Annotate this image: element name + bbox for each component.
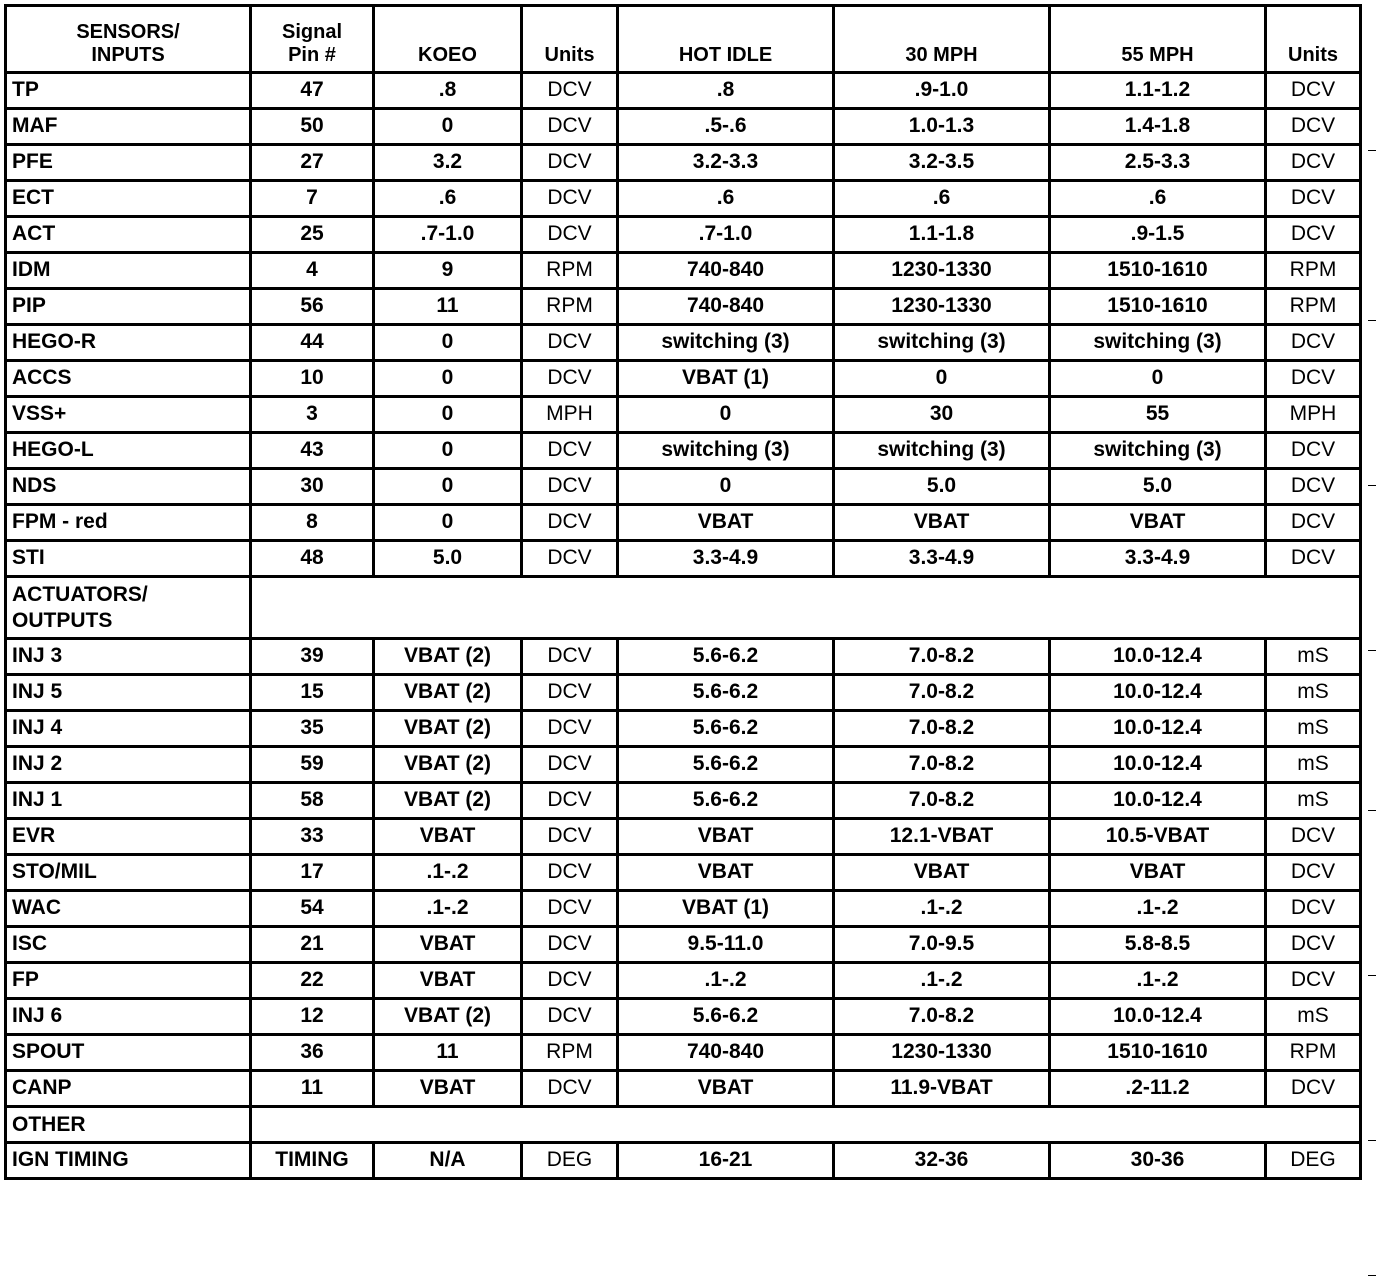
signal-pin: 25 (251, 217, 374, 253)
koeo-value: 11 (374, 1035, 522, 1071)
header-label-line: Units (1288, 44, 1338, 66)
speed-units: mS (1266, 675, 1361, 711)
col-header-55-mph (1050, 6, 1266, 73)
signal-pin: 3 (251, 397, 374, 433)
speed-units: DCV (1266, 145, 1361, 181)
signal-pin: 21 (251, 927, 374, 963)
signal-name: STO/MIL (6, 855, 251, 891)
col-header-sensors-inputs (6, 6, 251, 73)
header-label-line: INPUTS (91, 44, 165, 66)
signal-pin: 15 (251, 675, 374, 711)
actuator-row (6, 711, 1361, 747)
signal-pin: 30 (251, 469, 374, 505)
mph30-value: 5.0 (834, 469, 1050, 505)
hot-idle-value: .8 (618, 73, 834, 109)
koeo-value: VBAT (2) (374, 999, 522, 1035)
speed-units: RPM (1266, 1035, 1361, 1071)
signal-name: INJ 1 (6, 783, 251, 819)
signal-pin: 10 (251, 361, 374, 397)
actuator-row (6, 819, 1361, 855)
margin-tick (1368, 1275, 1376, 1276)
speed-units: RPM (1266, 289, 1361, 325)
koeo-units: DCV (522, 855, 618, 891)
actuators-section-label (6, 577, 251, 639)
speed-units: mS (1266, 747, 1361, 783)
sensor-row (6, 73, 1361, 109)
signal-name: INJ 6 (6, 999, 251, 1035)
koeo-units: DCV (522, 747, 618, 783)
koeo-units: DCV (522, 217, 618, 253)
signal-name: ECT (6, 181, 251, 217)
koeo-value: 0 (374, 361, 522, 397)
sensor-row (6, 505, 1361, 541)
mph30-value: 1230-1330 (834, 289, 1050, 325)
sensor-row (6, 325, 1361, 361)
actuator-row (6, 675, 1361, 711)
mph55-value: 10.0-12.4 (1050, 711, 1266, 747)
signal-pin: 48 (251, 541, 374, 577)
header-label-line: HOT IDLE (678, 44, 773, 66)
koeo-units: DCV (522, 675, 618, 711)
margin-tick (1368, 320, 1376, 321)
mph30-value: 30 (834, 397, 1050, 433)
mph30-value: switching (3) (834, 325, 1050, 361)
signal-pin: 56 (251, 289, 374, 325)
koeo-units: DCV (522, 783, 618, 819)
actuator-row (6, 1071, 1361, 1107)
koeo-units: DCV (522, 1071, 618, 1107)
speed-units: mS (1266, 639, 1361, 675)
koeo-units: DCV (522, 361, 618, 397)
speed-units: DCV (1266, 505, 1361, 541)
signal-pin: 11 (251, 1071, 374, 1107)
koeo-value: VBAT (374, 963, 522, 999)
sensor-row (6, 145, 1361, 181)
other-section-label (6, 1107, 251, 1143)
header-label-line: 30 MPH (905, 44, 978, 66)
speed-units: DCV (1266, 855, 1361, 891)
signal-pin: 4 (251, 253, 374, 289)
actuator-row (6, 747, 1361, 783)
signal-name: TP (6, 73, 251, 109)
signal-pin: 7 (251, 181, 374, 217)
mph55-value: 30-36 (1050, 1143, 1266, 1179)
signal-pin: 50 (251, 109, 374, 145)
section-label-line: OTHER (12, 1112, 86, 1136)
hot-idle-value: 740-840 (618, 1035, 834, 1071)
koeo-units: DCV (522, 109, 618, 145)
header-label-line: Pin # (288, 44, 336, 66)
signal-name: IDM (6, 253, 251, 289)
mph55-value: 1.1-1.2 (1050, 73, 1266, 109)
hot-idle-value: VBAT (1) (618, 891, 834, 927)
mph30-value: 7.0-8.2 (834, 747, 1050, 783)
koeo-units: DCV (522, 819, 618, 855)
mph30-value: 12.1-VBAT (834, 819, 1050, 855)
signal-name: SPOUT (6, 1035, 251, 1071)
sensor-row (6, 433, 1361, 469)
mph55-value: VBAT (1050, 855, 1266, 891)
speed-units: DCV (1266, 73, 1361, 109)
speed-units: DCV (1266, 541, 1361, 577)
signal-pin: 58 (251, 783, 374, 819)
koeo-units: DCV (522, 927, 618, 963)
mph30-value: VBAT (834, 505, 1050, 541)
koeo-units: DCV (522, 963, 618, 999)
speed-units: MPH (1266, 397, 1361, 433)
sensor-row (6, 181, 1361, 217)
mph55-value: 10.0-12.4 (1050, 747, 1266, 783)
mph30-value: 7.0-8.2 (834, 999, 1050, 1035)
koeo-units: DCV (522, 711, 618, 747)
sensor-row (6, 109, 1361, 145)
sensor-row (6, 469, 1361, 505)
sensor-row (6, 541, 1361, 577)
header-label-line: 55 MPH (1121, 44, 1194, 66)
mph55-value: 10.0-12.4 (1050, 639, 1266, 675)
koeo-value: .6 (374, 181, 522, 217)
koeo-value: 11 (374, 289, 522, 325)
hot-idle-value: 9.5-11.0 (618, 927, 834, 963)
koeo-value: 0 (374, 505, 522, 541)
signal-name: ACT (6, 217, 251, 253)
sensor-row (6, 217, 1361, 253)
signal-name: FP (6, 963, 251, 999)
margin-tick (1368, 485, 1376, 486)
hot-idle-value: 5.6-6.2 (618, 747, 834, 783)
hot-idle-value: .6 (618, 181, 834, 217)
mph55-value: switching (3) (1050, 433, 1266, 469)
margin-tick (1368, 975, 1376, 976)
header-label-line: Signal (281, 21, 342, 43)
mph30-value: 7.0-8.2 (834, 783, 1050, 819)
speed-units: DCV (1266, 469, 1361, 505)
koeo-value: VBAT (374, 1071, 522, 1107)
mph30-value: 7.0-8.2 (834, 675, 1050, 711)
sensor-row (6, 253, 1361, 289)
mph30-value: switching (3) (834, 433, 1050, 469)
mph55-value: 5.0 (1050, 469, 1266, 505)
other-section-blank (251, 1107, 1361, 1143)
signal-name: INJ 2 (6, 747, 251, 783)
mph55-value: 10.0-12.4 (1050, 999, 1266, 1035)
signal-pin: 39 (251, 639, 374, 675)
speed-units: DCV (1266, 361, 1361, 397)
speed-units: mS (1266, 783, 1361, 819)
mph30-value: 11.9-VBAT (834, 1071, 1050, 1107)
mph55-value: 1.4-1.8 (1050, 109, 1266, 145)
signal-name: CANP (6, 1071, 251, 1107)
mph30-value: 1.0-1.3 (834, 109, 1050, 145)
col-header-signal-pin (251, 6, 374, 73)
koeo-units: DCV (522, 541, 618, 577)
mph30-value: 3.2-3.5 (834, 145, 1050, 181)
hot-idle-value: 740-840 (618, 289, 834, 325)
koeo-value: N/A (374, 1143, 522, 1179)
signal-name: ACCS (6, 361, 251, 397)
koeo-value: 0 (374, 469, 522, 505)
koeo-units: DCV (522, 639, 618, 675)
actuators-section-row (6, 577, 1361, 639)
actuator-row (6, 783, 1361, 819)
koeo-units: DEG (522, 1143, 618, 1179)
mph55-value: 1510-1610 (1050, 289, 1266, 325)
hot-idle-value: 0 (618, 397, 834, 433)
speed-units: DCV (1266, 963, 1361, 999)
margin-tick (1368, 1140, 1376, 1141)
signal-name: INJ 4 (6, 711, 251, 747)
signal-name: STI (6, 541, 251, 577)
hot-idle-value: .5-.6 (618, 109, 834, 145)
koeo-value: VBAT (2) (374, 639, 522, 675)
mph55-value: 10.0-12.4 (1050, 675, 1266, 711)
actuator-row (6, 927, 1361, 963)
col-header-units (522, 6, 618, 73)
actuators-section-blank (251, 577, 1361, 639)
speed-units: RPM (1266, 253, 1361, 289)
actuator-row (6, 963, 1361, 999)
mph55-value: 3.3-4.9 (1050, 541, 1266, 577)
mph30-value: 1230-1330 (834, 253, 1050, 289)
koeo-value: VBAT (2) (374, 747, 522, 783)
speed-units: DCV (1266, 891, 1361, 927)
hot-idle-value: 16-21 (618, 1143, 834, 1179)
mph55-value: 1510-1610 (1050, 1035, 1266, 1071)
mph30-value: 0 (834, 361, 1050, 397)
signal-pin: 54 (251, 891, 374, 927)
signal-name: MAF (6, 109, 251, 145)
other-row (6, 1143, 1361, 1179)
signal-name: FPM - red (6, 505, 251, 541)
margin-tick (1368, 810, 1376, 811)
mph55-value: .2-11.2 (1050, 1071, 1266, 1107)
signal-name: INJ 3 (6, 639, 251, 675)
hot-idle-value: 5.6-6.2 (618, 999, 834, 1035)
mph30-value: 3.3-4.9 (834, 541, 1050, 577)
koeo-value: VBAT (2) (374, 675, 522, 711)
koeo-units: DCV (522, 505, 618, 541)
section-label-line: ACTUATORS/ (12, 583, 148, 607)
signal-pin: 8 (251, 505, 374, 541)
actuator-row (6, 999, 1361, 1035)
hot-idle-value: 740-840 (618, 253, 834, 289)
signal-name: NDS (6, 469, 251, 505)
mph55-value: .9-1.5 (1050, 217, 1266, 253)
mph55-value: 55 (1050, 397, 1266, 433)
hot-idle-value: 5.6-6.2 (618, 711, 834, 747)
signal-pin: 22 (251, 963, 374, 999)
actuator-row (6, 639, 1361, 675)
signal-name: HEGO-R (6, 325, 251, 361)
signal-pin: 35 (251, 711, 374, 747)
mph30-value: VBAT (834, 855, 1050, 891)
mph55-value: 10.0-12.4 (1050, 783, 1266, 819)
hot-idle-value: 5.6-6.2 (618, 675, 834, 711)
koeo-value: 5.0 (374, 541, 522, 577)
speed-units: DCV (1266, 109, 1361, 145)
mph30-value: 7.0-8.2 (834, 711, 1050, 747)
koeo-value: VBAT (2) (374, 711, 522, 747)
speed-units: DEG (1266, 1143, 1361, 1179)
speed-units: DCV (1266, 927, 1361, 963)
col-header-koeo (374, 6, 522, 73)
mph55-value: 10.5-VBAT (1050, 819, 1266, 855)
actuator-row (6, 1035, 1361, 1071)
signal-name: HEGO-L (6, 433, 251, 469)
koeo-value: 9 (374, 253, 522, 289)
koeo-value: .8 (374, 73, 522, 109)
mph55-value: 5.8-8.5 (1050, 927, 1266, 963)
speed-units: DCV (1266, 181, 1361, 217)
koeo-units: DCV (522, 181, 618, 217)
mph30-value: 32-36 (834, 1143, 1050, 1179)
koeo-units: RPM (522, 1035, 618, 1071)
signal-name: VSS+ (6, 397, 251, 433)
mph55-value: .6 (1050, 181, 1266, 217)
sensor-row (6, 289, 1361, 325)
hot-idle-value: 5.6-6.2 (618, 783, 834, 819)
mph30-value: .6 (834, 181, 1050, 217)
hot-idle-value: 0 (618, 469, 834, 505)
col-header-hot-idle (618, 6, 834, 73)
header-label-line: Units (544, 44, 595, 66)
koeo-units: MPH (522, 397, 618, 433)
signal-name: WAC (6, 891, 251, 927)
signal-pin: 36 (251, 1035, 374, 1071)
koeo-value: 0 (374, 325, 522, 361)
actuator-row (6, 855, 1361, 891)
signal-pin: 43 (251, 433, 374, 469)
mph30-value: 1230-1330 (834, 1035, 1050, 1071)
mph55-value: .1-.2 (1050, 891, 1266, 927)
sensor-row (6, 397, 1361, 433)
header-label-line: KOEO (418, 44, 477, 66)
signal-name: INJ 5 (6, 675, 251, 711)
koeo-units: RPM (522, 253, 618, 289)
speed-units: DCV (1266, 1071, 1361, 1107)
koeo-units: DCV (522, 469, 618, 505)
col-header-units-2 (1266, 6, 1361, 73)
speed-units: DCV (1266, 819, 1361, 855)
hot-idle-value: VBAT (618, 819, 834, 855)
speed-units: mS (1266, 711, 1361, 747)
koeo-value: .7-1.0 (374, 217, 522, 253)
koeo-value: 3.2 (374, 145, 522, 181)
actuator-row (6, 891, 1361, 927)
koeo-value: .1-.2 (374, 891, 522, 927)
signal-pin: 44 (251, 325, 374, 361)
hot-idle-value: 5.6-6.2 (618, 639, 834, 675)
hot-idle-value: VBAT (618, 1071, 834, 1107)
speed-units: DCV (1266, 325, 1361, 361)
koeo-value: 0 (374, 433, 522, 469)
signal-pin: 47 (251, 73, 374, 109)
mph55-value: switching (3) (1050, 325, 1266, 361)
speed-units: mS (1266, 999, 1361, 1035)
margin-tick (1368, 650, 1376, 651)
signal-name: PIP (6, 289, 251, 325)
mph55-value: .1-.2 (1050, 963, 1266, 999)
mph30-value: 1.1-1.8 (834, 217, 1050, 253)
signal-name: PFE (6, 145, 251, 181)
hot-idle-value: switching (3) (618, 325, 834, 361)
signal-pin: 59 (251, 747, 374, 783)
koeo-units: DCV (522, 325, 618, 361)
hot-idle-value: switching (3) (618, 433, 834, 469)
hot-idle-value: .7-1.0 (618, 217, 834, 253)
hot-idle-value: 3.3-4.9 (618, 541, 834, 577)
signal-pin: 27 (251, 145, 374, 181)
signal-pin: 12 (251, 999, 374, 1035)
hot-idle-value: VBAT (618, 855, 834, 891)
mph55-value: 2.5-3.3 (1050, 145, 1266, 181)
col-header-30-mph (834, 6, 1050, 73)
mph30-value: 7.0-8.2 (834, 639, 1050, 675)
signal-pin: 33 (251, 819, 374, 855)
header-label-line: SENSORS/ (76, 21, 180, 43)
koeo-value: VBAT (2) (374, 783, 522, 819)
koeo-units: DCV (522, 433, 618, 469)
koeo-value: .1-.2 (374, 855, 522, 891)
mph55-value: 1510-1610 (1050, 253, 1266, 289)
hot-idle-value: .1-.2 (618, 963, 834, 999)
koeo-units: DCV (522, 73, 618, 109)
section-label-line: OUTPUTS (12, 608, 113, 632)
mph55-value: VBAT (1050, 505, 1266, 541)
mph30-value: 7.0-9.5 (834, 927, 1050, 963)
hot-idle-value: 3.2-3.3 (618, 145, 834, 181)
speed-units: DCV (1266, 433, 1361, 469)
koeo-value: VBAT (374, 819, 522, 855)
mph30-value: .1-.2 (834, 891, 1050, 927)
signal-name: ISC (6, 927, 251, 963)
signal-pin: TIMING (251, 1143, 374, 1179)
koeo-value: 0 (374, 109, 522, 145)
koeo-units: DCV (522, 891, 618, 927)
koeo-units: DCV (522, 999, 618, 1035)
other-section-row (6, 1107, 1361, 1143)
speed-units: DCV (1266, 217, 1361, 253)
sensor-row (6, 361, 1361, 397)
margin-tick (1368, 150, 1376, 151)
signal-name: EVR (6, 819, 251, 855)
koeo-units: RPM (522, 289, 618, 325)
signal-name: IGN TIMING (6, 1143, 251, 1179)
signal-values-table (4, 4, 1362, 1180)
koeo-units: DCV (522, 145, 618, 181)
signal-pin: 17 (251, 855, 374, 891)
mph30-value: .1-.2 (834, 963, 1050, 999)
koeo-value: VBAT (374, 927, 522, 963)
koeo-value: 0 (374, 397, 522, 433)
hot-idle-value: VBAT (618, 505, 834, 541)
mph30-value: .9-1.0 (834, 73, 1050, 109)
mph55-value: 0 (1050, 361, 1266, 397)
hot-idle-value: VBAT (1) (618, 361, 834, 397)
header-row (6, 6, 1361, 73)
